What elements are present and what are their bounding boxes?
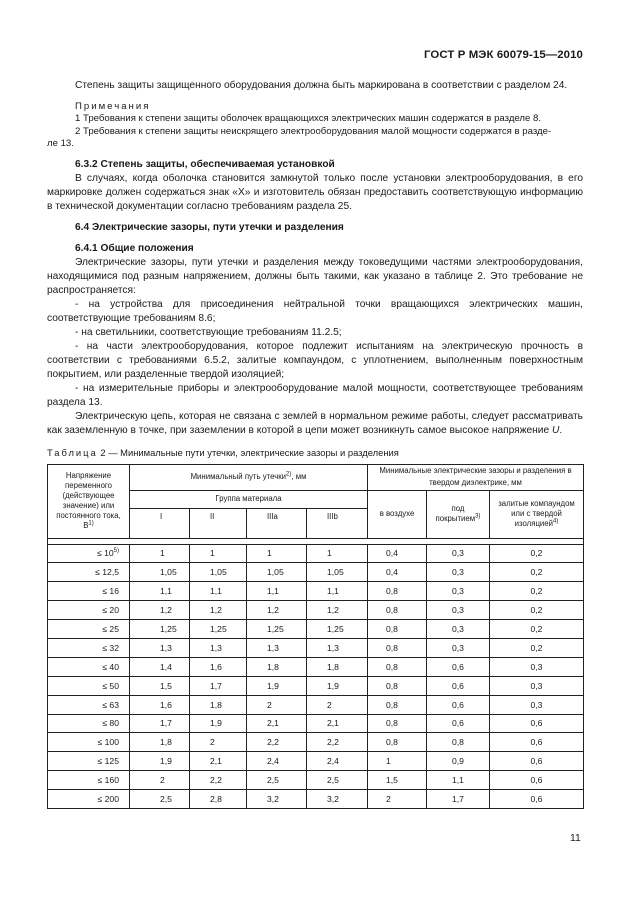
header-clearance: Минимальные электрические зазоры и разделения в твердом диэлектрике, мм (368, 464, 584, 490)
page-content (47, 79, 583, 809)
cell-under-coating: 0,3 (427, 563, 490, 582)
cell-creepage: 2,1 (190, 752, 247, 771)
cell-voltage: ≤ 80 (48, 714, 130, 733)
cell-potted: 0,2 (490, 620, 584, 639)
cell-creepage: 2,2 (307, 733, 368, 752)
cell-potted: 0,6 (490, 752, 584, 771)
document-header: ГОСТ Р МЭК 60079-15—2010 (424, 49, 583, 61)
cell-creepage: 1 (307, 544, 368, 563)
note-1: 1 Требования к степени защиты оболочек вращающихся электрических машин содержатся в разделе 8. (75, 113, 542, 124)
cell-potted: 0,2 (490, 601, 584, 620)
table-row (48, 601, 584, 620)
table-row (48, 676, 584, 695)
cell-creepage: 1,5 (130, 676, 190, 695)
table-row (48, 733, 584, 752)
paragraph-marking: Степень защиты защищенного оборудования должна быть маркирована в соответствии с разделом 24. (75, 80, 568, 91)
cell-creepage: 2 (247, 695, 307, 714)
table-body (48, 544, 584, 808)
cell-in-air: 0,8 (368, 695, 427, 714)
paragraph-circuit: Электрическую цепь, которая не связана с землей в нормальном режиме работы, следует рассматривать как заземленную в точке, при заземлении в которой в цепи может возникнуть самое высокое напряжение U. (47, 410, 583, 436)
cell-voltage: ≤ $10^{5)}$ (48, 544, 130, 563)
cell-creepage: 1,3 (130, 638, 190, 657)
cell-potted: 0,3 (490, 657, 584, 676)
cell-creepage: 1,9 (247, 676, 307, 695)
cell-under-coating: 0,3 (427, 638, 490, 657)
cell-in-air: 0,8 (368, 620, 427, 639)
table-row (48, 771, 584, 790)
cell-voltage: ≤ 12,5 (48, 563, 130, 582)
cell-creepage: 2,4 (307, 752, 368, 771)
cell-creepage: 3,2 (247, 790, 307, 809)
cell-creepage: 1,9 (190, 714, 247, 733)
cell-creepage: 1,8 (130, 733, 190, 752)
cell-creepage: 1,8 (307, 657, 368, 676)
cell-potted: 0,6 (490, 733, 584, 752)
cell-creepage: 1,1 (307, 582, 368, 601)
cell-voltage: ≤ 63 (48, 695, 130, 714)
cell-creepage: 1,8 (247, 657, 307, 676)
cell-voltage: ≤ 16 (48, 582, 130, 601)
cell-creepage: 1,25 (307, 620, 368, 639)
table-row (48, 620, 584, 639)
cell-creepage: 1,05 (130, 563, 190, 582)
table-row (48, 582, 584, 601)
cell-creepage: 1,25 (247, 620, 307, 639)
notes-title: Примечания (75, 101, 151, 112)
table-row (48, 752, 584, 771)
header-group-iiia: IIIa (247, 508, 307, 538)
header-voltage: Напряжение переменного (действующее значение) или постоянного тока, $В^{1)}$ (48, 464, 130, 538)
cell-creepage: 1 (130, 544, 190, 563)
cell-potted: 0,6 (490, 771, 584, 790)
cell-creepage: 2 (307, 695, 368, 714)
cell-creepage: 1,7 (130, 714, 190, 733)
cell-creepage: 1 (190, 544, 247, 563)
table-caption: Таблица 2 — Минимальные пути утечки, электрические зазоры и разделения (47, 446, 399, 458)
list-item: - на части электрооборудования, которое подлежит испытаниям на электрическую прочность в соответствии с требованиями 6.5.2, залитые компаундом, с уплотнением, выполненным поверхностным покрытием, или разделенные твердой изоляцией; (47, 340, 583, 380)
cell-potted: 0,6 (490, 790, 584, 809)
cell-in-air: 0,8 (368, 714, 427, 733)
header-material-group: Группа материала (130, 490, 368, 508)
cell-potted: 0,2 (490, 563, 584, 582)
cell-creepage: 2,5 (307, 771, 368, 790)
header-in-air: в воздухе (368, 490, 427, 538)
cell-in-air: 1 (368, 752, 427, 771)
cell-voltage: ≤ 100 (48, 733, 130, 752)
cell-voltage: ≤ 125 (48, 752, 130, 771)
cell-in-air: 1,5 (368, 771, 427, 790)
cell-creepage: 1,3 (247, 638, 307, 657)
cell-creepage: 3,2 (307, 790, 368, 809)
cell-creepage: 1,2 (307, 601, 368, 620)
cell-creepage: 1,3 (307, 638, 368, 657)
cell-creepage: 2 (190, 733, 247, 752)
list-item: - на светильники, соответствующие требованиям 11.2.5; (75, 326, 342, 338)
table-row (48, 563, 584, 582)
page-number: 11 (570, 833, 581, 844)
cell-creepage: 1,25 (130, 620, 190, 639)
cell-creepage: 1,4 (130, 657, 190, 676)
cell-voltage: ≤ 160 (48, 771, 130, 790)
cell-voltage: ≤ 32 (48, 638, 130, 657)
clearance-table (47, 464, 584, 809)
paragraph-enclosure: В случаях, когда оболочка становится замкнутой только после установки электрооборудования, в его маркировке должен содержаться знак «X» и изготовитель обязан предоставить соответствующую информацию в технической документации согласно требованиям раздела 25. (47, 172, 583, 212)
cell-potted: 0,2 (490, 582, 584, 601)
cell-creepage: 1,05 (307, 563, 368, 582)
cell-voltage: ≤ 20 (48, 601, 130, 620)
cell-potted: 0,3 (490, 676, 584, 695)
header-potted: залитые компаундом или с твердой изоляцией$^{4)}$ (490, 490, 584, 538)
cell-creepage: 1,1 (190, 582, 247, 601)
cell-creepage: 1,2 (190, 601, 247, 620)
section-6-4-1-heading: 6.4.1 Общие положения (75, 242, 194, 254)
table-row (48, 657, 584, 676)
cell-creepage: 1,2 (130, 601, 190, 620)
cell-creepage: 1,9 (130, 752, 190, 771)
header-creepage: Минимальный путь утечки$^{2)}$, мм (130, 464, 368, 490)
cell-under-coating: 0,3 (427, 601, 490, 620)
cell-under-coating: 0,3 (427, 582, 490, 601)
header-group-ii: II (190, 508, 247, 538)
cell-creepage: 1,6 (130, 695, 190, 714)
note-2-continuation: ле 13. (47, 138, 74, 149)
cell-voltage: ≤ 50 (48, 676, 130, 695)
list-item: - на измерительные приборы и электрооборудование малой мощности, соответствующее требованиям раздела 13. (47, 382, 583, 408)
cell-voltage: ≤ 25 (48, 620, 130, 639)
cell-creepage: 2,5 (130, 790, 190, 809)
cell-creepage: 2,5 (247, 771, 307, 790)
cell-potted: 0,2 (490, 638, 584, 657)
cell-in-air: 0,8 (368, 657, 427, 676)
cell-creepage: 2,1 (247, 714, 307, 733)
cell-creepage: 1,25 (190, 620, 247, 639)
cell-creepage: 2,8 (190, 790, 247, 809)
section-6-4-heading: 6.4 Электрические зазоры, пути утечки и разделения (75, 221, 344, 233)
cell-creepage: 1,8 (190, 695, 247, 714)
cell-creepage: 1,9 (307, 676, 368, 695)
cell-creepage: 1,1 (130, 582, 190, 601)
cell-in-air: 0,4 (368, 544, 427, 563)
cell-creepage: 2 (130, 771, 190, 790)
cell-creepage: 1,2 (247, 601, 307, 620)
cell-in-air: 0,8 (368, 676, 427, 695)
cell-under-coating: 1,7 (427, 790, 490, 809)
cell-in-air: 0,8 (368, 638, 427, 657)
list-item: - на устройства для присоединения нейтральной точки вращающихся электрических машин, соответствующие требованиям 8.6; (47, 298, 583, 324)
cell-potted: 0,6 (490, 714, 584, 733)
cell-creepage: 1,6 (190, 657, 247, 676)
paragraph-clearances: Электрические зазоры, пути утечки и разделения между токоведущими частями электрооборудования, находящимися под разным напряжением, должны быть такими, как указано в таблице 2. Это требование не распространяется: (47, 256, 583, 296)
cell-in-air: 2 (368, 790, 427, 809)
cell-creepage: 1,05 (247, 563, 307, 582)
cell-creepage: 2,1 (307, 714, 368, 733)
section-6-3-2-heading: 6.3.2 Степень защиты, обеспечиваемая установкой (75, 158, 335, 170)
cell-under-coating: 0,6 (427, 714, 490, 733)
table-row (48, 695, 584, 714)
table-row (48, 544, 584, 563)
cell-in-air: 0,8 (368, 601, 427, 620)
cell-creepage: 2,2 (247, 733, 307, 752)
header-group-iiib: IIIb (307, 508, 368, 538)
cell-potted: 0,3 (490, 695, 584, 714)
cell-creepage: 1,7 (190, 676, 247, 695)
cell-creepage: 1,05 (190, 563, 247, 582)
cell-in-air: 0,8 (368, 582, 427, 601)
cell-in-air: 0,8 (368, 733, 427, 752)
cell-voltage: ≤ 40 (48, 657, 130, 676)
cell-creepage: 2,2 (190, 771, 247, 790)
cell-potted: 0,2 (490, 544, 584, 563)
cell-creepage: 2,4 (247, 752, 307, 771)
cell-under-coating: 0,6 (427, 695, 490, 714)
cell-under-coating: 0,6 (427, 657, 490, 676)
cell-under-coating: 0,9 (427, 752, 490, 771)
cell-under-coating: 1,1 (427, 771, 490, 790)
cell-under-coating: 0,8 (427, 733, 490, 752)
cell-creepage: 1,3 (190, 638, 247, 657)
cell-under-coating: 0,6 (427, 676, 490, 695)
header-under-coating: под покрытием$^{3)}$ (427, 490, 490, 538)
table-row (48, 638, 584, 657)
cell-creepage: 1,1 (247, 582, 307, 601)
table-row (48, 714, 584, 733)
cell-creepage: 1 (247, 544, 307, 563)
voltage-symbol: U (552, 424, 560, 436)
note-2: 2 Требования к степени защиты неискрящего электрооборудования малой мощности содержатся в разде- (75, 125, 552, 137)
cell-in-air: 0,4 (368, 563, 427, 582)
header-group-i: I (130, 508, 190, 538)
cell-voltage: ≤ 200 (48, 790, 130, 809)
cell-under-coating: 0,3 (427, 620, 490, 639)
table-row (48, 790, 584, 809)
cell-under-coating: 0,3 (427, 544, 490, 563)
